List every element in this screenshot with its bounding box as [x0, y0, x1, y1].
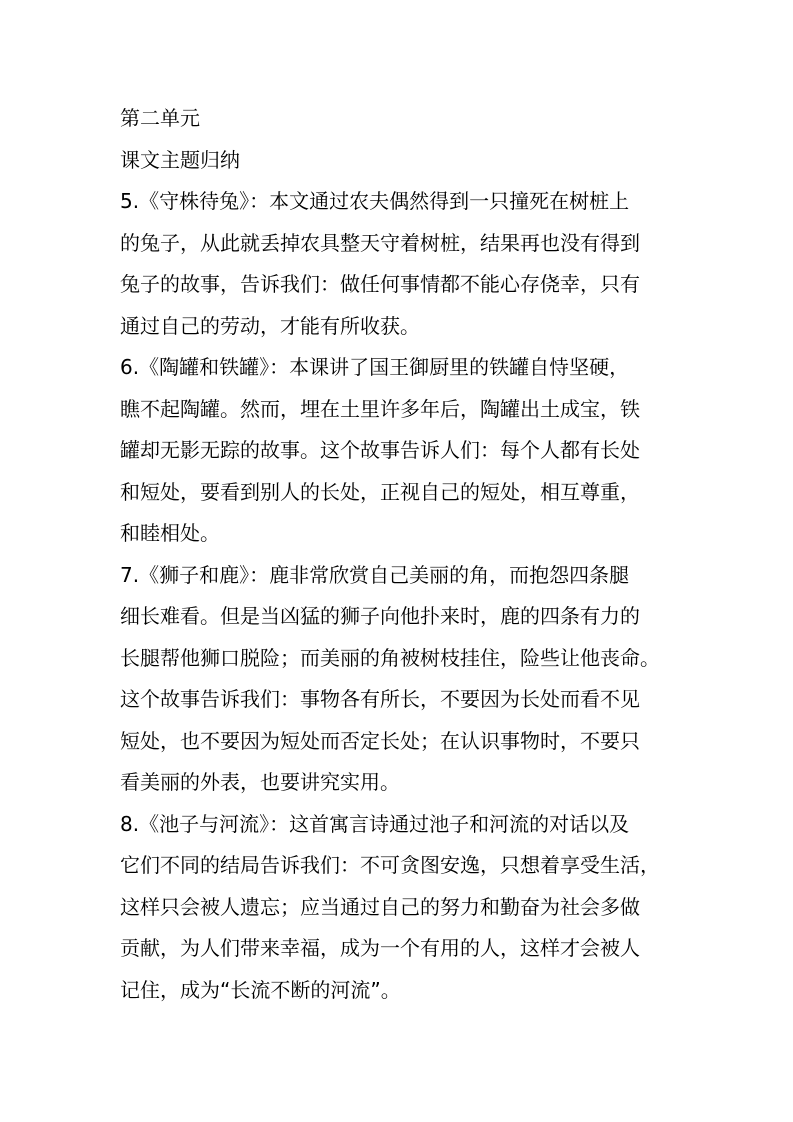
text-line: 8.《池子与河流》：这首寓言诗通过池子和河流的对话以及: [120, 811, 630, 836]
text-line: 短处，也不要因为短处而否定长处；在认识事物时，不要只: [120, 728, 640, 753]
text-line: 它们不同的结局告诉我们：不可贪图安逸，只想着享受生活，: [120, 853, 660, 877]
text-line: 这样只会被人遗忘；应当通过自己的努力和勤奋为社会多做: [120, 894, 640, 919]
text-line: 贡献，为人们带来幸福，成为一个有用的人，这样才会被人: [120, 936, 640, 960]
text-line: 记住，成为“长流不断的河流”。: [120, 977, 401, 1002]
text-line: 7.《狮子和鹿》：鹿非常欣赏自己美丽的角，而抱怨四条腿: [120, 562, 630, 587]
text-line: 通过自己的劳动，才能有所收获。: [120, 313, 420, 338]
text-line: 兔子的故事，告诉我们：做任何事情都不能心存侥幸，只有: [120, 272, 640, 296]
text-line: 长腿帮他狮口脱险；而美丽的角被树枝挂住，险些让他丧命。: [120, 645, 660, 670]
document-body: [120, 98, 680, 1011]
paragraph-lesson-8: [120, 804, 680, 1012]
paragraph-lesson-6: [120, 347, 680, 555]
text-line: 6.《陶罐和铁罐》：本课讲了国王御厨里的铁罐自恃坚硬，: [120, 355, 630, 379]
text-line: 和睦相处。: [120, 521, 220, 545]
text-line: 看美丽的外表，也要讲究实用。: [120, 770, 400, 794]
unit-title: 第二单元: [120, 106, 200, 130]
section-title: 课文主题归纳: [120, 147, 240, 172]
text-line: 罐却无影无踪的故事。这个故事告诉人们：每个人都有长处: [120, 438, 640, 462]
text-line: 这个故事告诉我们：事物各有所长，不要因为长处而看不见: [120, 687, 640, 711]
text-line: 细长难看。但是当凶猛的狮子向他扑来时，鹿的四条有力的: [120, 604, 640, 628]
paragraph-lesson-5: [120, 181, 680, 347]
text-line: 瞧不起陶罐。然而，埋在土里许多年后，陶罐出土成宝，铁: [120, 396, 640, 421]
text-line: 的兔子，从此就丢掉农具整天守着树桩，结果再也没有得到: [120, 230, 640, 255]
text-line: 和短处，要看到别人的长处，正视自己的短处，相互尊重，: [120, 479, 640, 504]
text-line: 5.《守株待兔》：本文通过农夫偶然得到一只撞死在树桩上: [120, 189, 630, 213]
paragraph-lesson-7: [120, 555, 680, 804]
